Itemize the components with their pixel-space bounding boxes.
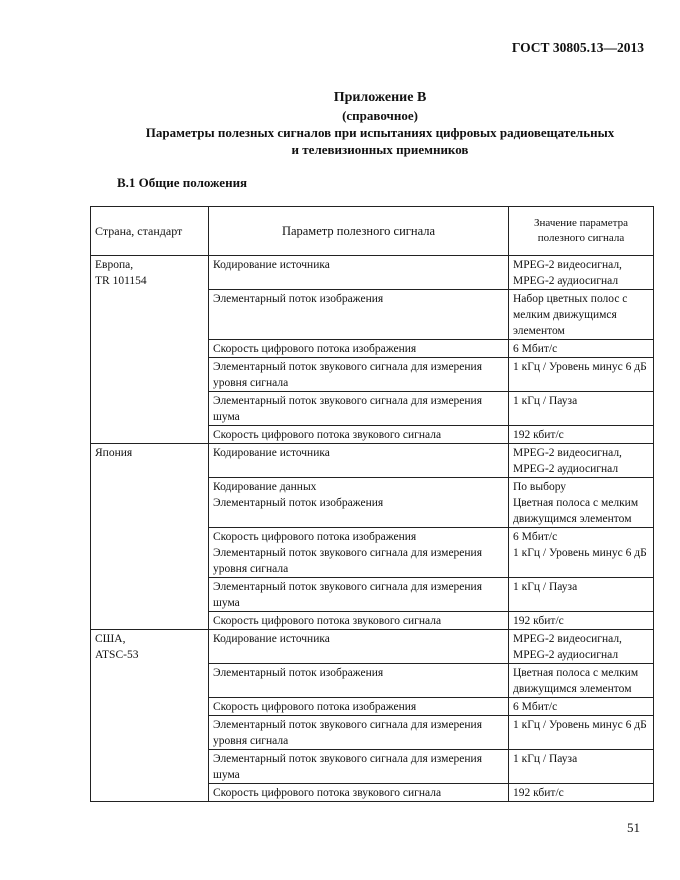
value-cell: 192 кбит/с bbox=[509, 784, 654, 802]
value-cell: 1 кГц / Пауза bbox=[509, 750, 654, 784]
param-line: Скорость цифрового потока изображения bbox=[213, 531, 417, 543]
header-value: Значение параметра полезного сигнала bbox=[509, 207, 654, 256]
value-cell: MPEG-2 видеосигнал, MPEG-2 аудиосигнал bbox=[509, 630, 654, 664]
value-cell: 6 Мбит/с bbox=[509, 340, 654, 358]
value-cell: 192 кбит/с bbox=[509, 426, 654, 444]
appendix-heading-line1: Параметры полезных сигналов при испытаниях цифровых радиовещательных bbox=[145, 125, 615, 140]
param-line: Элементарный поток изображения bbox=[213, 497, 384, 509]
value-cell: 1 кГц / Уровень минус 6 дБ bbox=[509, 358, 654, 392]
param-line: Кодирование данных bbox=[213, 481, 317, 493]
header-country: Страна, стандарт bbox=[91, 207, 209, 256]
param-cell: Элементарный поток звукового сигнала для измерения уровня сигнала bbox=[209, 716, 509, 750]
value-line: Цветная полоса с мелким движущимся элементом bbox=[513, 497, 639, 525]
country-standard: ATSC-53 bbox=[95, 649, 139, 661]
country-standard: TR 101154 bbox=[95, 275, 147, 287]
appendix-heading-line2: и телевизионных приемников bbox=[291, 142, 469, 157]
value-line: По выбору bbox=[513, 481, 567, 493]
param-line: Элементарный поток звукового сигнала для измерения уровня сигнала bbox=[213, 547, 483, 575]
param-cell: Элементарный поток звукового сигнала для измерения шума bbox=[209, 578, 509, 612]
value-cell: MPEG-2 видеосигнал, MPEG-2 аудиосигнал bbox=[509, 444, 654, 478]
table-row bbox=[91, 630, 654, 664]
param-cell: Кодирование источника bbox=[209, 444, 509, 478]
section-title: В.1 Общие положения bbox=[117, 175, 248, 190]
value-cell: 6 Мбит/с bbox=[509, 698, 654, 716]
param-cell: Элементарный поток изображения bbox=[209, 290, 509, 340]
country-name: Япония bbox=[95, 447, 133, 459]
country-cell-europe bbox=[91, 256, 209, 444]
document-code: ГОСТ 30805.13—2013 bbox=[511, 40, 644, 55]
value-cell bbox=[509, 528, 654, 578]
appendix-titles bbox=[0, 89, 680, 158]
value-cell: Набор цветных полос с мелким движущимся элементом bbox=[509, 290, 654, 340]
param-cell: Скорость цифрового потока изображения bbox=[209, 340, 509, 358]
param-cell: Элементарный поток звукового сигнала для измерения шума bbox=[209, 392, 509, 426]
param-cell bbox=[209, 528, 509, 578]
table-row bbox=[91, 256, 654, 290]
value-cell: MPEG-2 видеосигнал, MPEG-2 аудиосигнал bbox=[509, 256, 654, 290]
value-cell: 1 кГц / Уровень минус 6 дБ bbox=[509, 716, 654, 750]
value-cell bbox=[509, 478, 654, 528]
table-row bbox=[91, 444, 654, 478]
signal-parameters-table bbox=[90, 206, 654, 802]
param-cell: Скорость цифрового потока изображения bbox=[209, 698, 509, 716]
page-number: 51 bbox=[627, 820, 640, 835]
country-name: Европа, bbox=[95, 259, 134, 271]
param-cell: Скорость цифрового потока звукового сигнала bbox=[209, 426, 509, 444]
country-cell-usa bbox=[91, 630, 209, 802]
value-cell: Цветная полоса с мелким движущимся элементом bbox=[509, 664, 654, 698]
header-parameter: Параметр полезного сигнала bbox=[209, 207, 509, 256]
param-cell: Элементарный поток звукового сигнала для измерения уровня сигнала bbox=[209, 358, 509, 392]
param-cell: Скорость цифрового потока звукового сигнала bbox=[209, 784, 509, 802]
param-cell bbox=[209, 478, 509, 528]
param-cell: Кодирование источника bbox=[209, 630, 509, 664]
param-cell: Кодирование источника bbox=[209, 256, 509, 290]
param-cell: Элементарный поток изображения bbox=[209, 664, 509, 698]
country-name: США, bbox=[95, 633, 126, 645]
value-cell: 1 кГц / Пауза bbox=[509, 392, 654, 426]
value-cell: 1 кГц / Пауза bbox=[509, 578, 654, 612]
appendix-subtitle: (справочное) bbox=[342, 108, 418, 123]
value-line: 1 кГц / Уровень минус 6 дБ bbox=[513, 547, 647, 559]
table-header-row bbox=[91, 207, 654, 256]
param-cell: Скорость цифрового потока звукового сигнала bbox=[209, 612, 509, 630]
value-cell: 192 кбит/с bbox=[509, 612, 654, 630]
country-cell-japan bbox=[91, 444, 209, 630]
param-cell: Элементарный поток звукового сигнала для измерения шума bbox=[209, 750, 509, 784]
value-line: 6 Мбит/с bbox=[513, 531, 558, 543]
appendix-title: Приложение В bbox=[333, 90, 427, 105]
